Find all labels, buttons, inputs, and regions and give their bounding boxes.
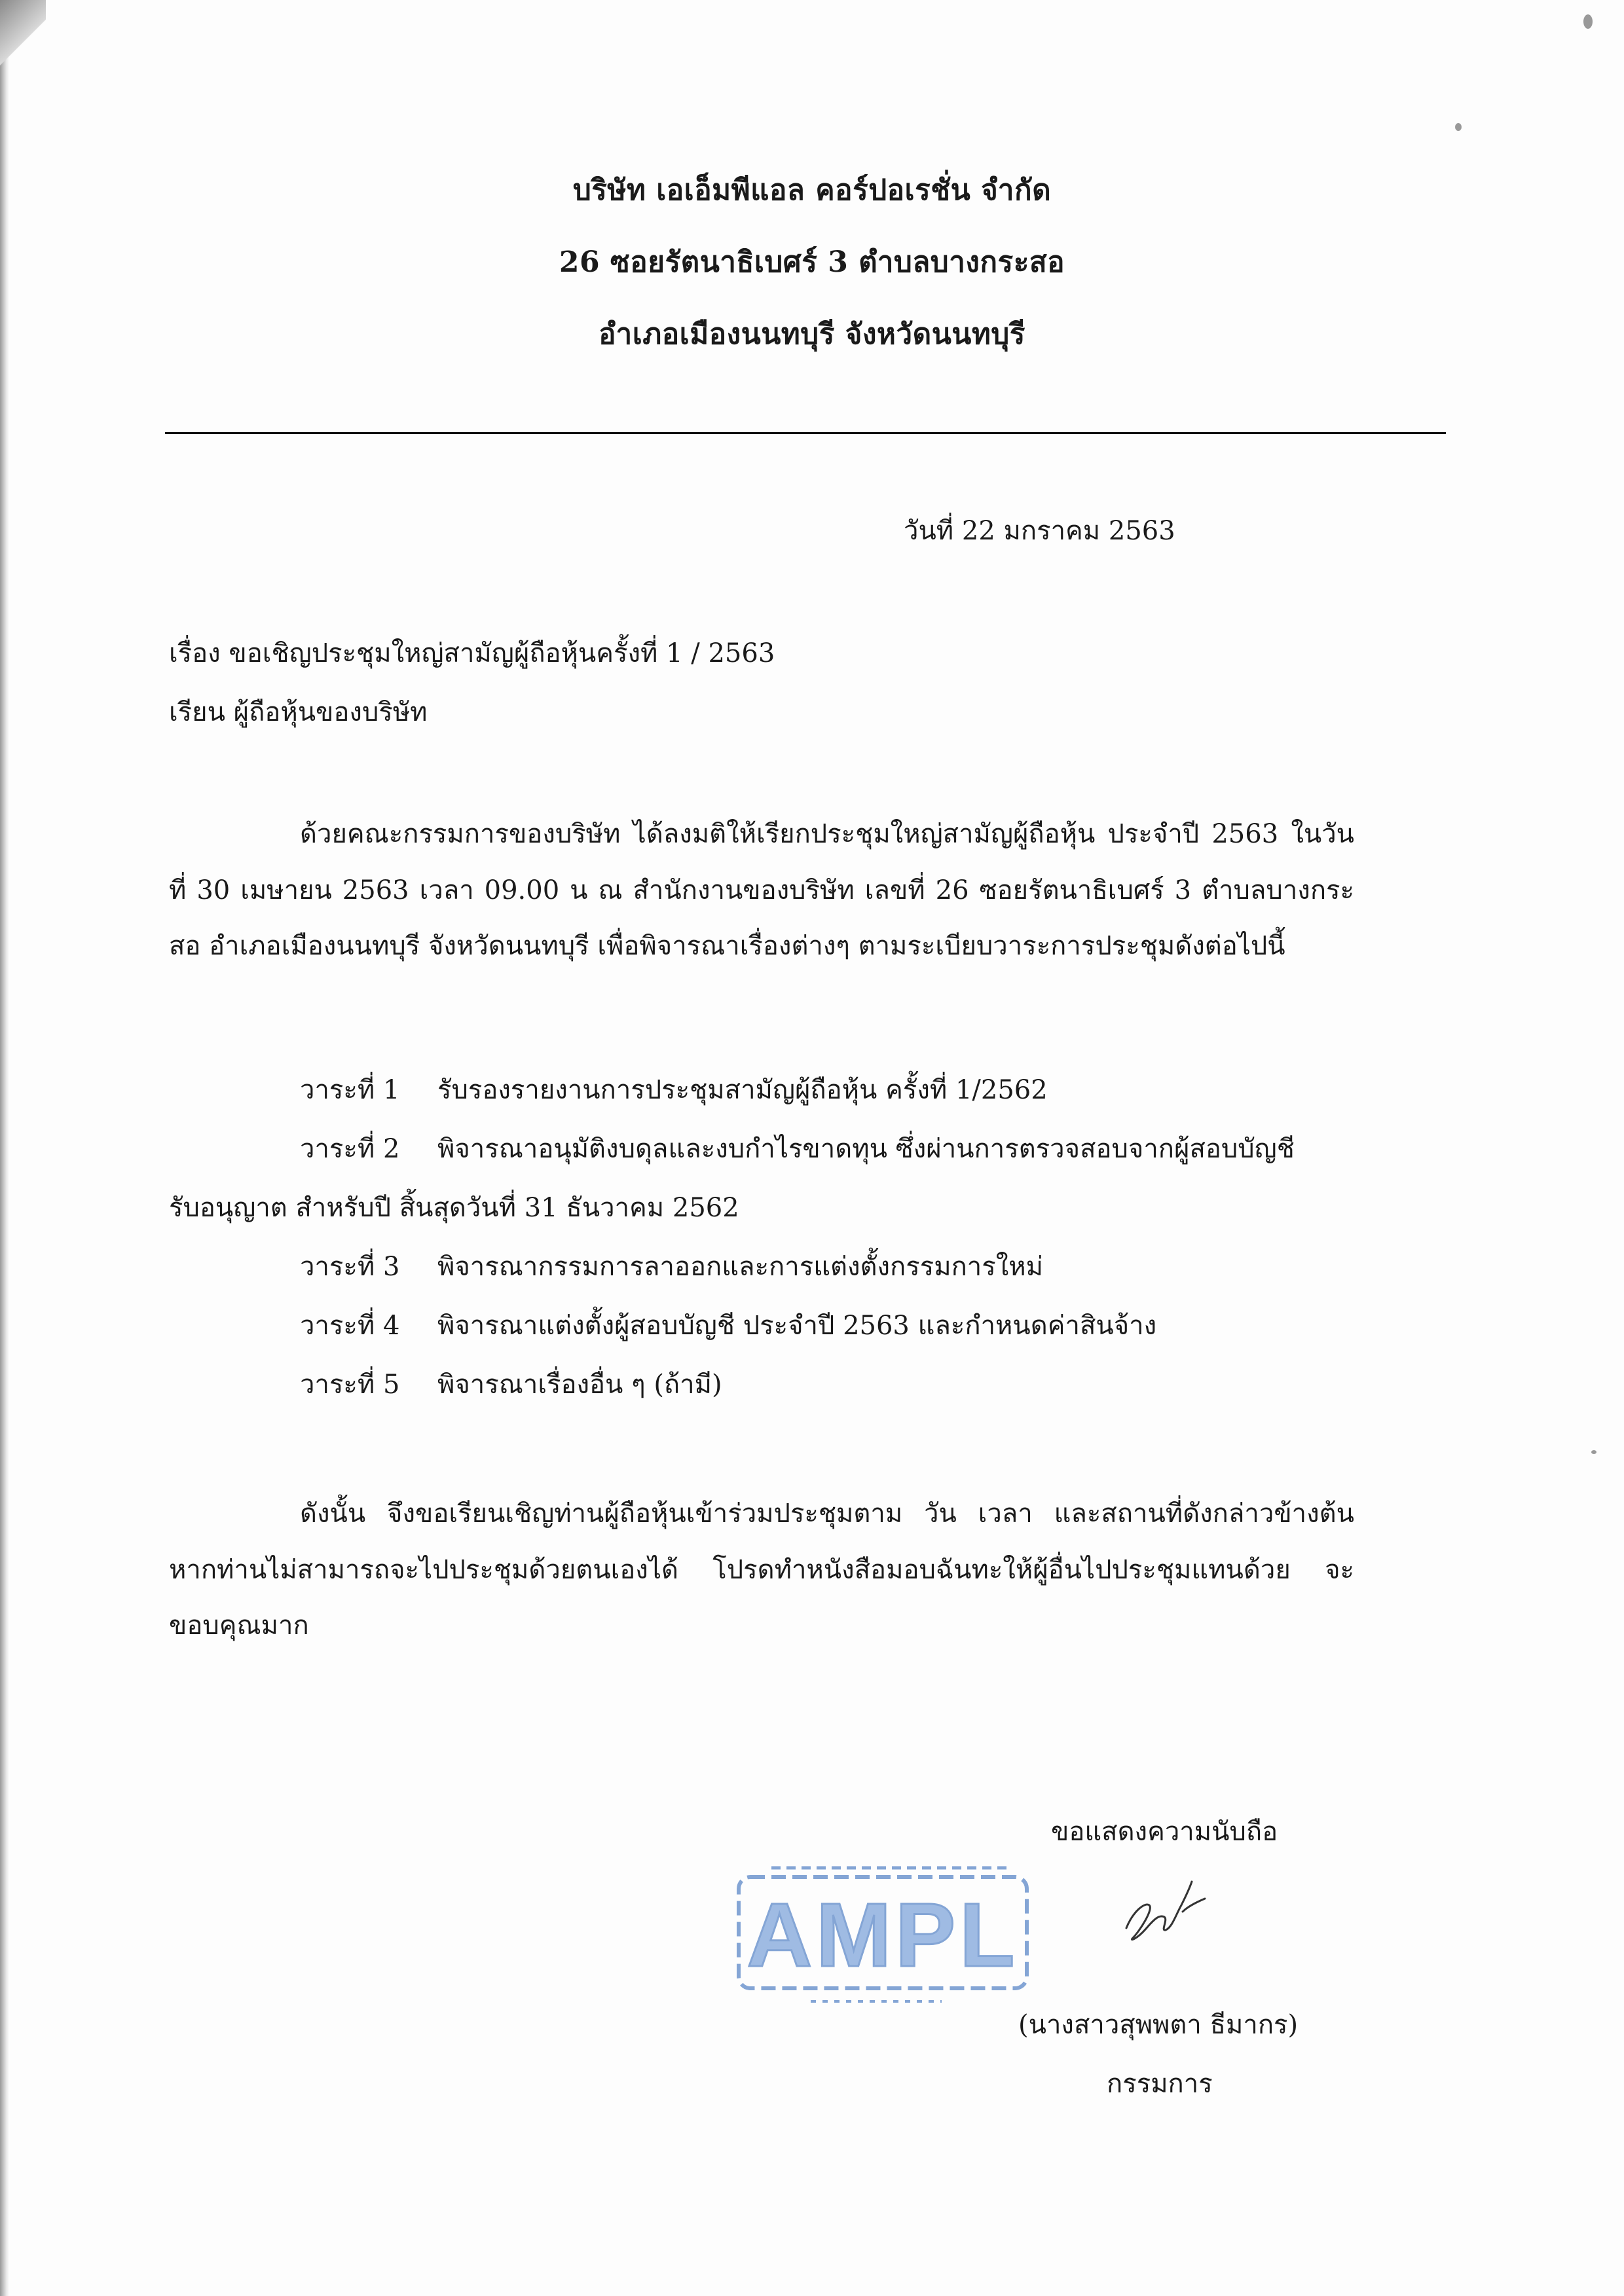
agenda-number: วาระที่ 2	[300, 1134, 400, 1164]
body-closing-paragraph: ดังนั้น จึงขอเรียนเชิญท่านผู้ถือหุ้นเข้าร่วมประชุมตาม วัน เวลา และสถานที่ดังกล่าวข้างต้น หากท่านไม่สามารถจะไปประชุมด้วยตนเองได้ โปรดทำหนังสือมอบฉันทะให้ผู้อื่นไปประชุมแทนด้วย จะขอบคุณมาก	[169, 1499, 1354, 1641]
scan-speck	[1583, 14, 1593, 29]
company-name: บริษัท เอเอ็มพีแอล คอร์ปอเรชั่น จำกัด	[572, 173, 1052, 207]
scan-speck	[1591, 1450, 1596, 1454]
agenda-list	[169, 1061, 1354, 1414]
letter-salutation: เรียน ผู้ถือหุ้นของบริษัท	[169, 697, 428, 727]
stamp-lettering: AMPL	[747, 1885, 1019, 1986]
agenda-item-1	[169, 1061, 1354, 1120]
agenda-number: วาระที่ 3	[300, 1252, 400, 1282]
letter-date: วันที่ 22 มกราคม 2563	[904, 516, 1175, 546]
agenda-number: วาระที่ 5	[300, 1370, 400, 1400]
body-intro-paragraph: ด้วยคณะกรรมการของบริษัท ได้ลงมติให้เรียกประชุมใหญ่สามัญผู้ถือหุ้น ประจำปี 2563 ในวันที่ 30 เมษายน 2563 เวลา 09.00 น ณ สำนักงานของบริษัท เลขที่ 26 ซอยรัตนาธิเบศร์ 3 ตำบลบางกระสอ อำเภอเมืองนนทบุรี จังหวัดนนทบุรี เพื่อพิจารณาเรื่องต่างๆ ตามระเบียบวาระการประชุมดังต่อไปนี้	[169, 819, 1355, 961]
agenda-text: พิจารณาแต่งตั้งผู้สอบบัญชี ประจำปี 2563 และกำหนดค่าสินจ้าง	[437, 1311, 1157, 1341]
agenda-text: พิจารณาเรื่องอื่น ๆ (ถ้ามี)	[437, 1370, 722, 1400]
agenda-text-continuation: รับอนุญาต สำหรับปี สิ้นสุดวันที่ 31 ธันวาคม 2562	[169, 1193, 739, 1223]
agenda-item-4	[169, 1296, 1354, 1355]
company-address-line-2: อำเภอเมืองนนทบุรี จังหวัดนนทบุรี	[599, 318, 1025, 351]
handwritten-signature	[1113, 1866, 1225, 1958]
agenda-item-5	[169, 1355, 1354, 1414]
scan-speck	[1455, 123, 1462, 131]
company-address-line-1: 26 ซอยรัตนาธิเบศร์ 3 ตำบลบางกระสอ	[559, 246, 1065, 279]
agenda-text: พิจารณากรรมการลาออกและการแต่งตั้งกรรมการใหม่	[437, 1252, 1043, 1282]
letterhead-divider	[165, 432, 1446, 434]
agenda-number: วาระที่ 4	[300, 1311, 400, 1341]
agenda-item-2	[169, 1120, 1354, 1237]
closing-phrase: ขอแสดงความนับถือ	[1051, 1817, 1278, 1847]
signer-name: (นางสาวสุพพตา ธีมากร)	[1018, 2010, 1299, 2040]
agenda-text: รับรองรายงานการประชุมสามัญผู้ถือหุ้น ครั้งที่ 1/2562	[437, 1075, 1048, 1105]
agenda-text: พิจารณาอนุมัติงบดุลและงบกำไรขาดทุน ซึ่งผ่านการตรวจสอบจากผู้สอบบัญชี	[437, 1134, 1295, 1164]
agenda-item-3	[169, 1237, 1354, 1296]
scan-folded-corner	[0, 0, 46, 72]
agenda-number: วาระที่ 1	[300, 1075, 400, 1105]
company-stamp	[726, 1850, 1053, 2013]
letter-subject: เรื่อง ขอเชิญประชุมใหญ่สามัญผู้ถือหุ้นครั้งที่ 1 / 2563	[169, 638, 775, 668]
signer-title: กรรมการ	[1107, 2069, 1213, 2099]
